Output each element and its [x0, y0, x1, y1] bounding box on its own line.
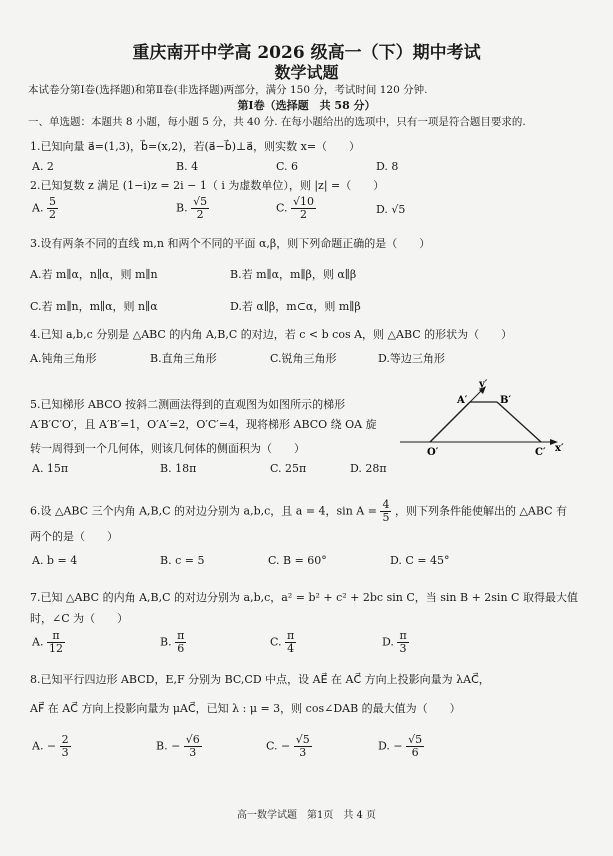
- q8-option-d-label: D. −: [378, 739, 403, 753]
- q2-option-c-label: C.: [276, 201, 288, 215]
- q5-stem-line3: 转一周得到一个几何体，则该几何体的侧面积为（ ）: [30, 442, 305, 455]
- q7-option-c-label: C.: [270, 635, 282, 649]
- q2-option-a: [32, 196, 58, 221]
- q8-stem-line1: 8.已知平行四边形 ABCD，E,F 分别为 BC,CD 中点，设 AE⃗ 在 AC⃗ 方向上投影向量为 λAC⃗，: [30, 673, 490, 686]
- q2-option-a-fraction: $\frac{5}{2}$: [48, 195, 56, 221]
- q7-stem-line1: 7.已知 △ABC 的内角 A,B,C 的对边分别为 a,b,c，a² = b² + c² + 2bc sin C，当 sin B + 2sin C 取得最大值: [30, 591, 578, 604]
- section1-instructions: 一、单选题：本题共 8 小题，每小题 5 分，共 40 分. 在每小题给出的选项中，只有一项是符合题目要求的.: [28, 116, 526, 128]
- q6-stem-line2: 两个的是（ ）: [30, 530, 118, 543]
- q6-stem-pre: 6.设 △ABC 三个内角 A,B,C 的对边分别为 a,b,c，且 a = 4，sin A =: [30, 504, 377, 518]
- q8-option-b-fraction: $\frac{√6}{3}$: [185, 733, 200, 759]
- q4-option-b: B.直角三角形: [150, 352, 217, 365]
- q3-option-a: A.若 m∥α，n∥α，则 m∥n: [30, 268, 158, 281]
- q2-option-d: D. √5: [376, 203, 406, 216]
- q6-option-b: B. c = 5: [160, 554, 205, 567]
- exam-intro: 本试卷分第Ⅰ卷(选择题)和第Ⅱ卷(非选择题)两部分，满分 150 分，考试时间 120 分钟.: [28, 84, 428, 96]
- segment-b-c: [497, 402, 541, 442]
- q1-option-c: C. 6: [276, 160, 299, 173]
- q7-option-a: [32, 630, 65, 655]
- q7-option-b-fraction: $\frac{\pi}{6}$: [177, 629, 185, 655]
- q4-option-d: D.等边三角形: [378, 352, 445, 365]
- q1-option-a: A. 2: [32, 160, 54, 173]
- q7-option-d: [382, 630, 409, 655]
- q8-option-d: [378, 734, 424, 759]
- q8-option-a-fraction: $\frac{2}{3}$: [61, 733, 69, 759]
- label-o: O′: [427, 447, 439, 458]
- q5-option-a: A. 15π: [32, 462, 69, 475]
- label-b: B′: [500, 395, 512, 406]
- q7-option-a-label: A.: [32, 635, 44, 649]
- q6-option-d: D. C = 45°: [390, 554, 450, 567]
- q2-option-c-fraction: $\frac{√10}{2}$: [293, 195, 315, 221]
- label-a: A′: [457, 395, 468, 406]
- segment-o-a: [430, 402, 470, 442]
- q5-option-b: B. 18π: [160, 462, 197, 475]
- q8-option-c-label: C. −: [266, 739, 291, 753]
- q5-stem-line1: 5.已知梯形 ABCO 按斜二测画法得到的直观图为如图所示的梯形: [30, 398, 346, 411]
- q7-option-d-fraction: $\frac{\pi}{3}$: [399, 629, 407, 655]
- q6-stem-line1: [30, 499, 567, 524]
- q7-option-c-fraction: $\frac{\pi}{4}$: [287, 629, 295, 655]
- part1-title: 第Ⅰ卷（选择题 共 58 分）: [237, 99, 376, 112]
- q7-option-b-label: B.: [160, 635, 172, 649]
- q8-option-c: [266, 734, 312, 759]
- q2-option-c: [276, 196, 316, 221]
- q1-option-b: B. 4: [176, 160, 199, 173]
- q7-option-b: [160, 630, 186, 655]
- label-y: y′: [479, 379, 488, 390]
- q6-stem-post: ，则下列条件能使解出的 △ABC 有: [394, 504, 568, 518]
- q8-option-a-label: A. −: [32, 739, 57, 753]
- q7-option-c: [270, 630, 296, 655]
- q6-option-c: C. B = 60°: [268, 554, 327, 567]
- page-footer: 高一数学试题 第1页 共 4 页: [236, 810, 377, 821]
- q5-option-d: D. 28π: [350, 462, 387, 475]
- q3-option-b: B.若 m∥α，m∥β，则 α∥β: [230, 268, 357, 281]
- q8-option-b-label: B. −: [156, 739, 181, 753]
- q8-stem-line2: AF⃗ 在 AC⃗ 方向上投影向量为 μAC⃗，已知 λ : μ = 3，则 cos∠DAB 的最大值为（ ）: [30, 702, 461, 715]
- q3-option-d: D.若 α∥β，m⊂α，则 m∥β: [230, 300, 361, 313]
- q2-option-a-label: A.: [32, 201, 44, 215]
- q8-option-b: [156, 734, 202, 759]
- q7-stem-line2: 时，∠C 为（ ）: [30, 612, 129, 625]
- q5-trapezoid-figure: [395, 375, 570, 460]
- q7-option-d-label: D.: [382, 635, 394, 649]
- label-x: x′: [555, 443, 564, 454]
- q6-sin-fraction: $\frac{4}{5}$: [382, 498, 390, 524]
- q8-option-c-fraction: $\frac{√5}{3}$: [295, 733, 310, 759]
- q2-option-b-label: B.: [176, 201, 188, 215]
- q2-option-b-fraction: $\frac{√5}{2}$: [193, 195, 208, 221]
- q2-option-b: [176, 196, 209, 221]
- q3-option-c: C.若 m∥n，m∥α，则 n∥α: [30, 300, 158, 313]
- q1-option-d: D. 8: [376, 160, 399, 173]
- q2-stem: 2.已知复数 z 满足 (1−i)z = 2i − 1（ i 为虚数单位），则 |z| =（ ）: [30, 179, 385, 192]
- q1-stem: 1.已知向量 a⃗=(1,3)，b⃗=(x,2)，若(a⃗−b⃗)⊥a⃗，则实数 x=（ ）: [30, 140, 361, 153]
- q8-option-a: [32, 734, 71, 759]
- exam-subtitle: 数学试题: [274, 63, 339, 82]
- q4-option-a: A.钝角三角形: [30, 352, 97, 365]
- q5-option-c: C. 25π: [270, 462, 307, 475]
- label-c: C′: [535, 447, 546, 458]
- q3-stem: 3.设有两条不同的直线 m,n 和两个不同的平面 α,β，则下列命题正确的是（ ）: [30, 237, 431, 250]
- q5-stem-line2: A′B′C′O′，且 A′B′=1，O′A′=2，O′C′=4，现将梯形 ABCO 绕 OA 旋: [30, 418, 377, 431]
- q6-option-a: A. b = 4: [32, 554, 78, 567]
- q8-option-d-fraction: $\frac{√5}{6}$: [408, 733, 423, 759]
- q4-option-c: C.锐角三角形: [270, 352, 337, 365]
- exam-title: 重庆南开中学高 2026 级高一（下）期中考试: [132, 43, 481, 63]
- q7-option-a-fraction: $\frac{\pi}{12}$: [48, 629, 63, 655]
- q4-stem: 4.已知 a,b,c 分别是 △ABC 的内角 A,B,C 的对边，若 c < b cos A，则 △ABC 的形状为（ ）: [30, 328, 513, 341]
